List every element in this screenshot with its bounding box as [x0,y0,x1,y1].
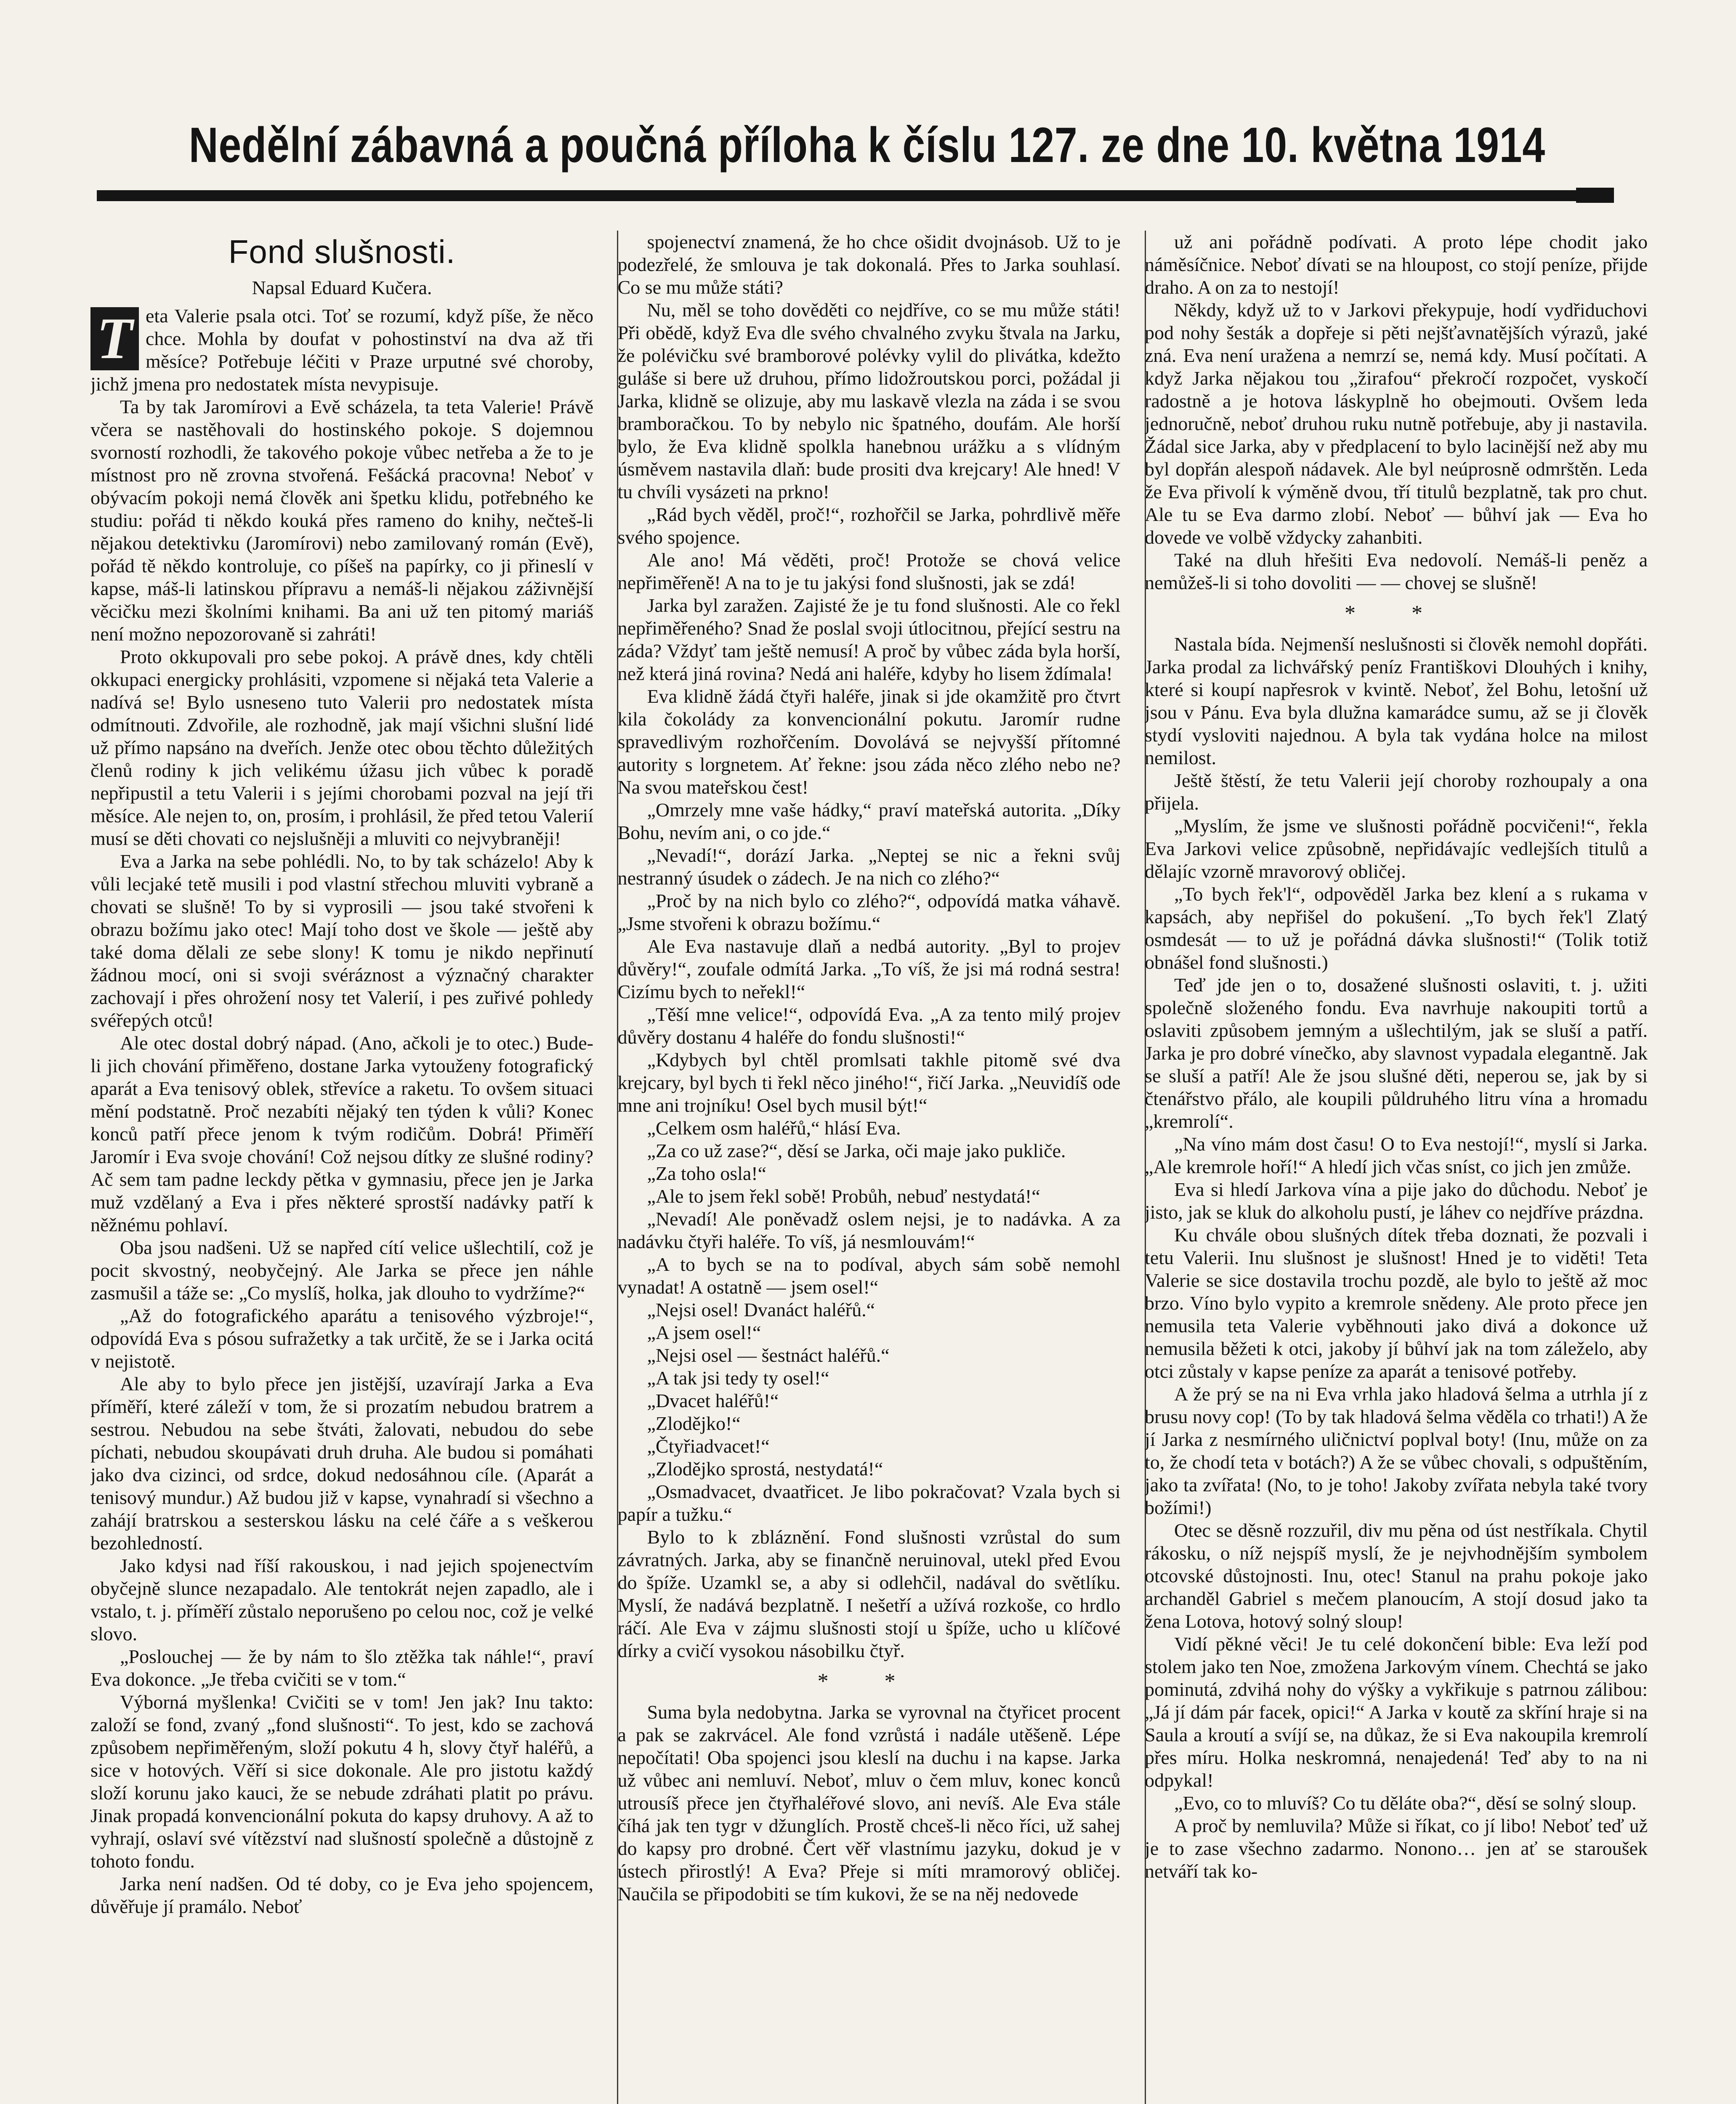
paragraph [618,1526,1121,1662]
article-byline: Napsal Eduard Kučera. [252,277,432,298]
paragraph [1145,1814,1648,1883]
paragraph [618,1367,1121,1389]
paragraph-text: „Na víno mám dost času! O to Eva nestojí!“, myslí si Jarka. „Ale kremrole hoří!“ A hledí jich včas sníst, co jich jen zmůže. [1145,1133,1648,1177]
paragraph-text: Jarka není nadšen. Od té doby, co je Eva jeho spojencem, důvěřuje jí pramálo. Neboť [90,1873,593,1917]
drop-cap: T [90,307,139,370]
paragraph-text: Eva klidně žádá čtyři haléře, jinak si jde okamžitě pro čtvrt kila čokolády za konvencionální pokutu. Jaromír rudne spravedlivým rozhořčením. Dovolává se nejvyšší přítomné autority s lorgnetem. Ať řekne: jsou záda něco zlého nebo ne? Na svou mateřskou čest! [617,685,1121,798]
paragraph [1145,883,1648,974]
paragraph [1145,815,1648,883]
paragraph-text: „Ale to jsem řekl sobě! Probůh, nebuď nestydatá!“ [647,1185,1040,1207]
paragraph [1145,974,1648,1133]
paragraph-text: Ta by tak Jaromírovi a Evě scházela, ta teta Valerie! Právě včera se nastěhovali do hostinského pokoje. S dojemnou svorností rozhodli, že takového pokoje vůbec netřeba a že to je místnost pro ně zrovna stvořená. Fešácká pracovna! Neboť v obývacím pokoji nemá člověk ani špetku klidu, potřebného ke studiu: pořád ti někdo kouká přes rameno do knihy, nečteš-li nějakou detektivku (Jaromírovi) nebo zamilovaný román (Evě), pořád tě někdo kontroluje, co píšeš na papírky, co ji přineslí v kapse, máš-li latinskou přípravu a nemáš-li nějakou záživnější věcičku mezi školními knihami. Ba ani už ten pitomý mariáš není možno nepozorovaně si zahráti! [90,396,593,645]
article-columns [90,231,1648,2104]
paragraph [90,1554,593,1645]
column-2 [618,231,1121,2104]
masthead [76,109,1658,181]
paragraph [618,1389,1121,1412]
paragraph-text: „Nevadí! Ale poněvadž oslem nejsi, je to nadávka. A za nadávku čtyři haléře. To víš, já nesmlouvám!“ [617,1208,1121,1252]
masthead-rule [97,190,1612,201]
paragraph-text: „Čtyřiadvacet!“ [647,1435,770,1457]
paragraph-text: Ale otec dostal dobrý nápad. (Ano, ačkoli je to otec.) Bude-li jich chování přiměřeno, dostane Jarka vytouženy fotografický aparát a Eva tenisový oblek, střevíce a raketu. To ovšem situaci mění podstatně. Proč nezabíti nějaký ten týden k vůli? Konec konců patří přece jenom k tvým rodičům. Dobrá! Přiměří Jaromír i Eva svoje chování! Což nejsou dítky ze slušné rodiny? Ač sem tam padne leckdy pětka v gymnasiu, přece jen je Jarka muž vzdělaný a Eva i přes některé sprostší nadávky patří k něžnému pohlaví. [90,1032,593,1235]
paragraph-text: „Nevadí!“, dorází Jarka. „Neptej se nic a řekni svůj nestranný úsudek o zádech. Je na nich co zlého?“ [617,845,1121,889]
paragraph [1145,633,1648,769]
paragraph [90,1032,593,1236]
paragraph-text: Proto okkupovali pro sebe pokoj. A právě dnes, kdy chtěli okkupaci energicky prohlásiti, vzpomene si nějaká teta Valerie a nadívá se! Bylo usneseno tuto Valerii pro nedostatek místa odmítnouti. Zdvořile, ale rozhodně, jak mají všichni slušní lidé už přímo napsáno na dveřích. Jenže otec obou těchto důležitých členů rodiny k jich velikému úžasu jich vůbec k poradě nepřipustil a tetu Valerii i s jejími chorobami pozval na její tři měsíce. Ale nejen to, on, prosím, i prohlásil, že před tetou Valerií musí se děti chovati co nejslušněji a mluviti co nejvybraněji! [90,646,593,849]
paragraph [618,799,1121,844]
paragraph [618,1299,1121,1321]
paragraph [1145,1178,1648,1224]
paragraph-text: A proč by nemluvila? Může si říkat, co jí libo! Neboť teď už je to zase všechno zadarmo. Nonono… jen ať se staroušek netváří tak ko- [1145,1815,1648,1882]
paragraph [618,844,1121,890]
paragraph-text: Ale aby to bylo přece jen jistější, uzavírají Jarka a Eva příměří, které záleží v tom, že si prozatím nebudou bratrem a sestrou. Nebudou na sebe štváti, žalovati, nebudou do sebe píchati, nebudou skoupávati druh druha. Ale budou si pomáhati jako dva cizinci, od srdce, dokud nedosáhnou cíle. (Aparát a tenisový mundur.) Až budou již v kapse, vynahradí si všechno a zahájí bratrskou a sesterskou lásku na celé čáře a s veškerou bezohledností. [90,1373,593,1554]
paragraph [618,1117,1121,1140]
section-break: * * [1345,601,1448,625]
paragraph [618,231,1121,299]
page-margin [0,0,1736,17]
paragraph [618,1701,1121,1905]
paragraph-text: Nastala bída. Nejmenší neslušnosti si člověk nemohl dopřáti. Jarka prodal za lichvářský peníz Františkovi Dlouhých i knihy, které si koupí napřesrok v kvintě. Neboť, žel Bohu, letošní už jsou v Pánu. Eva byla dlužna kamarádce sumu, až se ji člověk stydí vysloviti najednou. A byla tak vydána holce na milost nemilost. [1145,633,1648,768]
paragraph-text: Otec se děsně rozzuřil, div mu pěna od úst nestříkala. Chytil rákosku, o níž nejspíš myslí, že je nejvhodnějším symbolem otcovské důstojnosti. Inu, otec! Stanul na prahu pokoje jako archanděl Gabriel s mečem planoucím, A stojí dosud jako ta žena Lotova, hotový solný sloup! [1145,1520,1648,1632]
paragraph [90,1645,593,1691]
paragraph-text: Nu, měl se toho dověděti co nejdříve, co se mu může státi! Při obědě, když Eva dle svého chvalného zvyku štvala na Jarku, že polévičku své bramborové polévky vylil do plivátka, kdežto guláše si bere už druhou, přímo lidožroutskou porci, požádal ji Jarka, klidně se olizuje, aby mu laskavě vlezla na záda i se svou bramboračkou. To by nebylo nic špatného, doufám. Ale horší bylo, že Eva klidně spolkla hanebnou urážku a s vlídným úsměvem nastavila dlaň: bude prositi dva krejcary! Ale hned! V tu chvíli vysázeti na prkno! [617,299,1121,502]
paragraph [1145,1519,1648,1633]
column-1 [90,231,593,2104]
paragraph [90,1236,593,1304]
paragraph-text: „Poslouchej — že by nám to šlo ztěžka tak náhle!“, praví Eva dokonce. „Je třeba cvičiti se v tom.“ [90,1646,593,1690]
paragraph [618,1480,1121,1526]
paragraph-text: „Celkem osm haléřů,“ hlásí Eva. [647,1117,901,1139]
paragraph [1145,1383,1648,1519]
paragraph-text: Jako kdysi nad říší rakouskou, i nad jejich spojenectvím obyčejně slunce nezapadalo. Ale tentokrát nejen zapadlo, ale i vstalo, t. j. příměří zůstalo neporušeno po celou noc, což je velké slovo. [90,1555,593,1644]
paragraph [618,685,1121,799]
paragraph-text: „Omrzely mne vaše hádky,“ praví mateřská autorita. „Díky Bohu, nevím ani, o co jde.“ [617,799,1121,843]
paragraph-text: Oba jsou nadšeni. Už se napřed cítí velice ušlechtilí, což je pocit skvostný, neobyčejný. Ale Jarka se přece jen náhle zasmušil a táže se: „Co myslíš, holka, jak dlouho to vydržíme?“ [90,1237,593,1304]
paragraph-text: spojenectví znamená, že ho chce ošidit dvojnásob. Už to je podezřelé, že smlouva je tak dokonalá. Přes to Jarka souhlasí. Co se mu může státi? [617,231,1121,298]
paragraph [618,1435,1121,1458]
paragraph-text: „Zlodějko!“ [647,1413,741,1434]
paragraph [1145,1224,1648,1383]
paragraph-text: Jarka byl zaražen. Zajisté že je tu fond slušnosti. Ale co řekl nepřiměřeného? Snad že poslal svoji útlocitnou, přející sestru na záda? Vždyť tam ještě nemusí! A proč by vůbec záda byla horší, než která jiná rovina? Nedá ani haléře, kdyby ho lisem ždímala! [617,595,1121,684]
paragraph-text: Někdy, když už to v Jarkovi překypuje, hodí vydřiduchovi pod nohy šesták a dopřeje si pěti nejšťavnatějších výrazů, jaké zná. Eva není uražena a nemrzí se, nemá kdy. Musí počítati. A když Jarka nějakou tou „žirafou“ překročí rozpočet, vyskočí radostně a je hotova láskyplně ho obejmouti. Ovšem leda jednoručně, neboť druhou ruku nutně potřebuje, aby ji nastavila. Žádal sice Jarka, aby v předplacení to bylo lacinější než aby mu byl dopřán alespoň nádavek. Ale byl neúprosně odmrštěn. Leda že Eva přivolí k výměně dvou, tří titulů bezplatně, tak pro chut. Ale tu se Eva darmo zlobí. Neboť — bůhví jak — Eva ho dovede ve volbě vždycky zahanbiti. [1145,299,1648,548]
masthead-title: Nedělní zábavná a poučná příloha k číslu 127. ze dne 10. května 1914 [189,117,1545,173]
paragraph [90,850,593,1032]
paragraph [1145,549,1648,594]
article-title: Fond slušnosti. [228,233,456,270]
paragraph-text: Eva a Jarka na sebe pohlédli. No, to by tak scházelo! Aby k vůli lecjaké tetě musili i pod vlastní střechou mluviti vybraně a chovati se slušně! To by si vyprosili — jsou také stvořeni k obrazu božímu jako otec! Mají toho dost ve škole — ještě aby také doma dělali ze sebe slony! K tomu je nikdo nepřinutí žádnou mocí, oni si svoji svéráznost a význačný charakter zachovají i přes ohrožení nosy tet Valerií, i pes zuřivé pohledy svéřepých otců! [90,850,593,1031]
paragraph-text: Bylo to k zbláznění. Fond slušnosti vzrůstal do sum závratných. Jarka, aby se finančně neruinoval, utekl před Evou do špíže. Uzamkl se, a aby si odlehčil, nadával do světlíku. Myslí, že nadává bezplatně. I nešetří a užívá rozkoše, co hrdlo ráčí. Ale Eva v zájmu slušnosti stojí u špíže, ucho u klíčové dírky a cvičí vysokou násobilku čtyř. [617,1526,1121,1661]
paragraph [618,1049,1121,1117]
paragraph [618,1458,1121,1480]
paragraph-text: „Evo, co to mluvíš? Co tu děláte oba?“, děsí se solný sloup. [1174,1792,1637,1814]
paragraph-text: „A jsem osel!“ [647,1322,761,1343]
paragraph-text: Ale ano! Má věděti, proč! Protože se chová velice nepřiměřeně! A na to je tu jakýsi fond slušnosti, jak se zdá! [617,549,1121,593]
paragraph-text: Vidí pěkné věci! Je tu celé dokončení bible: Eva leží pod stolem jako ten Noe, zmožena Jarkovým vínem. Chechtá se jako pominutá, zdvihá nohy do výšky a vykřikuje s patrnou zálibou: „Já jí dám pár facek, opici!“ A Jarka v koutě za skříní hraje si na Saula a kroutí a svíjí se, na důkaz, že si Eva nakoupila kremrolí přes míru. Holka neskromná, nenajedená! Teď aby to na ni odpykal! [1145,1633,1648,1791]
paragraph-text: „Osmadvacet, dvaatřicet. Je libo pokračovat? Vzala bych si papír a tužku.“ [617,1481,1121,1525]
paragraph-text: „Za co už zase?“, děsí se Jarka, oči maje jako pukliče. [647,1140,1066,1161]
paragraph [618,299,1121,503]
paragraph [618,1412,1121,1435]
paragraph [90,1304,593,1373]
paragraph-text: Také na dluh hřešiti Eva nedovolí. Nemáš-li peněz a nemůžeš-li si toho dovoliti — — chovej se slušně! [1145,549,1648,593]
paragraph-text: Výborná myšlenka! Cvičiti se v tom! Jen jak? Inu takto: založí se fond, zvaný „fond slušnosti“. To jest, kdo se zachová způsobem nepřiměřeným, složí pokutu 4 h, slovy čtyř haléřů, a sice v hotových. Věří si sice dokonale. Ale pro jistotu každý složí korunu jako kauci, že se nebude zdráhati platit po právu. Jinak propadá konvencionální pokuta do kapsy druhovy. A až to vyhrají, oslaví své vítězství nad slušností společně a důstojně z tohoto fondu. [90,1691,593,1872]
paragraph-text: „To bych řek'l“, odpověděl Jarka bez klení a s rukama v kapsách, aby nepřišel do pokušení. „To bych řek'l Zlatý osmdesát — to už je pořádná dávka slušnosti!“ (Tolik totiž obnášel fond slušnosti.) [1145,883,1648,973]
paragraph [90,1873,593,1918]
paragraph-text: „Za toho osla!“ [647,1163,767,1184]
paragraph-text: „A to bych se na to podíval, abych sám sobě nemohl vynadat! A ostatně — jsem osel!“ [617,1254,1121,1298]
paragraph [1145,1792,1648,1814]
paragraph-text: „Rád bych věděl, proč!“, rozhořčil se Jarka, pohrdlivě měře svého spojence. [617,504,1121,548]
paragraph [90,1691,593,1873]
paragraph-text: „A tak jsi tedy ty osel!“ [647,1367,829,1389]
paragraph [90,646,593,850]
paragraph-text: Teď jde jen o to, dosažené slušnosti oslaviti, t. j. užiti společně složeného fondu. Eva navrhuje nakoupiti tortů a oslaviti způsobem jemným a ušlechtilým, jak se sluší a patří. Jarka je pro dobré vínečko, aby slavnost vypadala elegantně. Jak se sluší a patří! Ale že jsou slušné děti, neperou se, jak by si čtenářstvo přálo, ale koupili půldruhého litru vína a hromadu „kremrolí“. [1145,974,1648,1132]
paragraph [618,503,1121,549]
paragraph-text: Ještě štěstí, že tetu Valerii její choroby rozhoupaly a ona přijela. [1145,770,1648,814]
paragraph-text: eta Valerie psala otci. Toť se rozumí, když píše, že něco chce. Mohla by doufat v pohostinství na dva až tři měsíce? Potřebuje léčiti v Praze urputné své choroby, jichž jmena pro nedostatek místa nevypisuje. [90,305,593,395]
paragraph [1145,231,1648,299]
paragraph-text: „Nejsi osel — šestnáct haléřů.“ [647,1344,890,1366]
paragraph [618,1253,1121,1299]
paragraph [618,1003,1121,1049]
paragraph-text: „Proč by na nich bylo co zlého?“, odpovídá matka váhavě. „Jsme stvořeni k obrazu božímu.“ [617,890,1121,934]
paragraph [618,594,1121,685]
column-3 [1145,231,1648,2104]
paragraph [618,890,1121,935]
paragraph [90,1373,593,1554]
paragraph-text: „Těší mne velice!“, odpovídá Eva. „A za tento milý projev důvěry dostanu 4 haléře do fondu slušnosti!“ [617,1004,1121,1048]
masthead-rule-end [1576,188,1614,203]
paragraph [618,1208,1121,1253]
paragraph-text: už ani pořádně podívati. A proto lépe chodit jako náměsíčnice. Neboť dívati se na hloupost, co stojí peníze, přijde draho. A on za to nestojí! [1145,231,1648,298]
paragraph [618,1344,1121,1367]
paragraph-text: Eva si hledí Jarkova vína a pije jako do důchodu. Neboť je jisto, jak se kluk do alkoholu pustí, je láhev co nejdříve prázdna. [1145,1179,1648,1223]
paragraph [90,396,593,646]
paragraph-text: „Myslím, že jsme ve slušnosti pořádně pocvičeni!“, řekla Eva Jarkovi velice způsobně, nepřidávajíc vedlejších titulů a dělajíc vzorně mravorový obličej. [1145,815,1648,882]
paragraph [1145,1133,1648,1178]
paragraph [618,935,1121,1003]
paragraph [618,1321,1121,1344]
paragraph [618,549,1121,594]
paragraph-text: „Nejsi osel! Dvanáct haléřů.“ [647,1299,875,1320]
paragraph [618,1185,1121,1208]
paragraph [618,1140,1121,1162]
paragraph-text: Ale Eva nastavuje dlaň a nedbá autority. „Byl to projev důvěry!“, zoufale odmítá Jarka. „To víš, že jsi má rodná sestra! Cizímu bych to neřekl!“ [617,935,1121,1002]
paragraph [1145,769,1648,815]
section-break: * * [817,1669,921,1693]
paragraph-text: „Až do fotografického aparátu a tenisového výzbroje!“, odpovídá Eva s pósou sufražetky a tak určitě, že se i Jarka ocitá v nejistotě. [90,1305,593,1372]
paragraph-text: „Dvacet haléřů!“ [647,1390,779,1411]
paragraph [1145,1633,1648,1792]
paragraph-text: Suma byla nedobytna. Jarka se vyrovnal na čtyřicet procent a pak se zakrvácel. Ale fond vzrůstá i nadále utěšeně. Lépe nepočítati! Oba spojenci jsou kleslí na duchu i na kapse. Jarka už vůbec ani nemluví. Neboť, mluv o čem mluv, konec konců utrousíš přece jen čtyřhaléřové slovo, ani nevíš. Ale Eva stále číhá jak ten tygr v džunglích. Prostě chceš-li něco říci, už sahej do kapsy pro drobné. Čert věř vlastnímu jazyku, dokud je v ústech přirostlý! A Eva? Přeje si míti mramorový obličej. Naučila se připodobiti se tím kukovi, že se na něj nedovede [617,1701,1121,1905]
paragraph-text: „Kdybych byl chtěl promlsati takhle pitomě své dva krejcary, byl bych ti řekl něco jiného!“, řičí Jarka. „Neuvidíš ode mne ani trojníku! Osel bych musil být!“ [617,1049,1121,1116]
paragraph [618,1162,1121,1185]
paragraph-text: A že prý se na ni Eva vrhla jako hladová šelma a utrhla jí z brusu novy cop! (To by tak hladová šelma věděla co trhati!) A že jí Jarka z nesmírného uličnictví poplval boty! (Inu, může on za to, že chodí teta v botách?) A že se vůbec chovali, s odpuštěním, jako ta zvířata! (No, to je toho! Jakoby zvířata nebyla také tvory božími!) [1145,1383,1648,1518]
paragraph-text: Ku chvále obou slušných dítek třeba doznati, že pozvali i tetu Valerii. Inu slušnost je slušnost! Hned je to viděti! Teta Valerie se sice dostavila trochu pozdě, ale bylo to ještě až moc brzo. Víno bylo vypito a kremrole snědeny. Ale proto přece jen nemusila teta Valerie vyběhnouti jako divá a dokonce už nemusila běžeti k otci, jakoby jí bůhví jak na tom záleželo, aby otci zůstaly v kapse peníze za aparát a tenisové potřeby. [1145,1224,1648,1382]
paragraph-text: „Zlodějko sprostá, nestydatá!“ [647,1458,883,1480]
paragraph [1145,299,1648,549]
paragraph [90,305,593,396]
